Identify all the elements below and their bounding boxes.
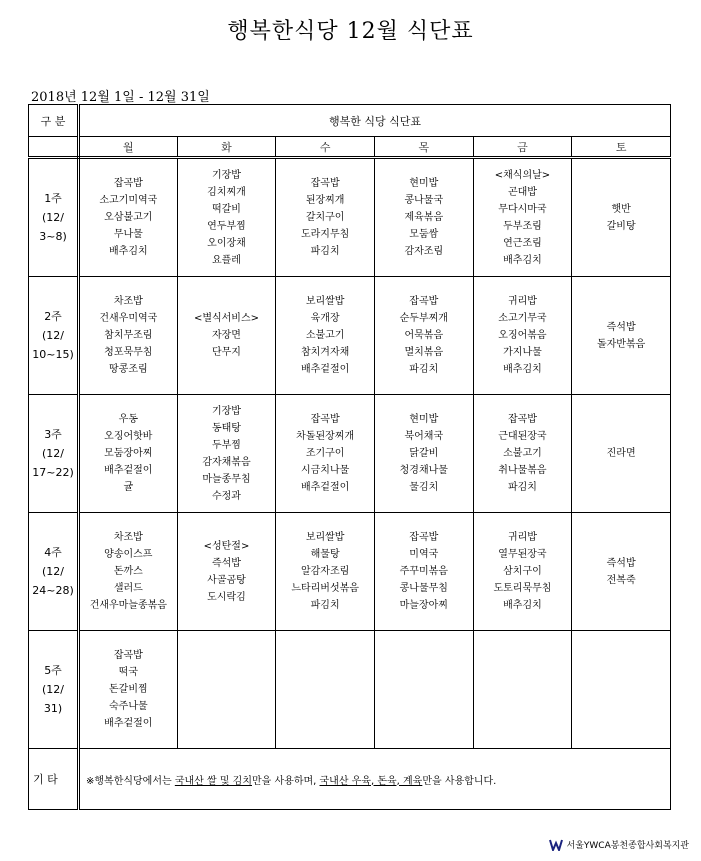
menu-item: 어묵볶음 [404,330,444,341]
menu-item: 갈치구이 [305,212,345,223]
menu-item: 근대된장국 [498,431,547,442]
menu-item: 잡곡밥 [310,178,340,189]
menu-item: 청경채나물 [399,465,448,476]
note-label: 기 타 [29,749,79,810]
menu-item: 파김치 [310,600,340,611]
menu-cell [374,631,473,749]
menu-item: 보리쌀밥 [305,532,345,543]
footer [549,838,689,851]
menu-item: 해물탕 [310,549,340,560]
menu-item: 배추김치 [503,364,542,375]
menu-item: 도토리묵무침 [493,583,552,594]
menu-item: 돈갈비찜 [109,684,148,695]
menu-cell [177,277,276,395]
table-title: 행복한 식당 식단표 [79,105,671,137]
menu-item: 배추겉절이 [300,482,350,493]
menu-cell [473,513,572,631]
menu-item: 귤 [123,482,134,493]
menu-item: 땅콩조림 [109,364,148,375]
menu-item: 돌자반볶음 [596,338,646,350]
menu-item: 배추겉절이 [104,718,153,729]
menu-item: 소불고기 [503,448,542,459]
menu-item: 북어채국 [404,431,444,442]
menu-item: 삼치구이 [503,566,542,577]
menu-item: 김치찌개 [207,186,246,198]
menu-item: 갈비탕 [606,220,636,232]
menu-item: 자장면 [211,330,241,341]
menu-item: 차조밥 [113,532,143,543]
week-label: 5주 (12/ 31) [29,631,79,749]
page-title: 행복한식당 12월 식단표 [227,19,474,44]
day-header: 목 [374,137,473,158]
week-row [29,277,671,395]
menu-item: 감자채볶음 [202,456,251,468]
menu-item: 파김치 [310,246,340,257]
menu-period: 2018년 12월 1일 - 12월 31일 [31,90,210,105]
menu-item: 소고기무국 [498,313,547,324]
menu-cell [177,158,276,277]
menu-cell [79,277,178,395]
day-header: 금 [473,137,572,158]
menu-item: 된장찌개 [305,195,345,206]
menu-item: 잡곡밥 [113,650,143,661]
menu-item: 두부찜 [211,439,241,451]
menu-item: 무나물 [113,229,143,240]
menu-cell [79,631,178,749]
menu-item: 제육볶음 [404,212,444,223]
week-label: 1주 (12/ 3~8) [29,158,79,277]
menu-item: 무다시마국 [498,203,547,215]
menu-table [28,104,671,810]
menu-item: 알감자조림 [300,566,350,577]
menu-item: 요플레 [211,254,241,266]
menu-item: 도라지무침 [300,229,350,240]
menu-item: 오징어핫바 [104,431,153,442]
menu-cell [572,395,671,513]
menu-item: 기장밥 [211,169,241,181]
menu-item: <별식서비스> [193,313,260,324]
menu-item: 연근조림 [503,237,542,249]
menu-item: 오징어볶음 [498,330,547,341]
menu-item: 연두부찜 [207,220,246,232]
day-header-blank [29,137,79,158]
menu-item: 잡곡밥 [507,414,537,425]
week-row [29,395,671,513]
menu-item: 즉석밥 [606,557,636,569]
week-row [29,158,671,277]
menu-item: 도시락김 [207,591,246,603]
day-header: 수 [276,137,375,158]
week-label: 2주 (12/ 10~15) [29,277,79,395]
org-name: 서울YWCA봉천종합사회복지관 [566,841,689,851]
menu-cell [79,395,178,513]
menu-cell [177,631,276,749]
menu-cell [276,277,375,395]
menu-item: 배추김치 [109,246,148,257]
menu-cell [572,513,671,631]
menu-item: <성탄절> [203,540,250,552]
menu-item: 즉석밥 [211,557,241,569]
menu-item: 곤대밥 [507,186,537,198]
menu-cell [79,513,178,631]
menu-cell [177,513,276,631]
menu-item: 건새우마늘종볶음 [89,600,167,611]
menu-item: 양송이스프 [104,549,153,560]
menu-item: 주꾸미볶음 [399,566,448,577]
menu-item: 닭갈비 [409,448,439,459]
menu-item: 기장밥 [211,405,241,417]
menu-cell [374,395,473,513]
menu-item: 보리쌀밥 [305,296,345,307]
menu-item: 마늘종무침 [202,473,251,485]
menu-cell [473,631,572,749]
menu-item: 배추겉절이 [300,364,350,375]
menu-cell [276,158,375,277]
note-text: ※행복한식당에서는 국내산 쌀 및 김치만을 사용하며, 국내산 우육, 돈육, 계육만을 사용합니다. [79,749,671,810]
day-header: 화 [177,137,276,158]
menu-item: 진라면 [606,448,636,459]
menu-item: 파김치 [409,364,439,375]
menu-item: 샐러드 [113,583,143,594]
menu-item: 차돌된장찌개 [296,431,355,442]
menu-item: 조기구이 [305,448,345,459]
menu-item: 사골곰탕 [207,574,246,586]
menu-item: 배추김치 [503,254,542,266]
menu-item: 마늘장아찌 [399,600,448,611]
menu-item: 우동 [118,414,138,425]
menu-item: 수정과 [211,490,241,502]
menu-item: 차조밥 [113,296,143,307]
menu-item: 참치무조림 [104,330,153,341]
menu-cell [276,631,375,749]
menu-item: 느타리버섯볶음 [291,583,359,594]
menu-item: 숙주나물 [109,701,148,712]
week-label: 3주 (12/ 17~22) [29,395,79,513]
menu-item: 청포묵무침 [104,347,153,358]
menu-item: 물김치 [409,482,439,493]
menu-item: 배추겉절이 [104,465,153,476]
menu-item: 전복죽 [606,574,636,586]
menu-item: 단무지 [211,347,241,358]
menu-item: 잡곡밥 [310,414,340,425]
menu-item: 떡국 [118,667,138,678]
menu-cell [79,158,178,277]
menu-item: 콩나물무침 [399,583,448,594]
menu-item: 모둠장아찌 [104,448,153,459]
menu-cell [374,513,473,631]
menu-cell [177,395,276,513]
menu-item: 콩나물국 [404,195,444,206]
menu-item: 시금치나물 [300,465,350,476]
menu-item: 동태탕 [211,422,241,434]
ywca-logo-icon [549,839,563,851]
menu-item: 소불고기 [305,330,345,341]
menu-item: 잡곡밥 [409,296,439,307]
menu-cell [276,513,375,631]
menu-item: 현미밥 [409,178,439,189]
menu-item: 햇반 [611,203,631,215]
gubun-header: 구 분 [29,105,79,137]
menu-item: <채식의날> [494,169,551,181]
menu-item: 오이장채 [207,237,246,249]
menu-item: 취나물볶음 [498,465,547,476]
menu-item: 순두부찌개 [399,313,448,324]
menu-item: 잡곡밥 [409,532,439,543]
menu-cell [374,158,473,277]
menu-item: 배추김치 [503,600,542,611]
menu-cell [473,395,572,513]
menu-item: 소고기미역국 [99,195,158,206]
menu-item: 파김치 [507,482,537,493]
menu-item: 건새우미역국 [99,313,158,324]
menu-cell [572,277,671,395]
menu-item: 미역국 [409,549,439,560]
week-row [29,513,671,631]
menu-item: 모둠쌈 [409,229,439,240]
menu-item: 두부조림 [503,220,542,232]
menu-cell [473,277,572,395]
menu-cell [572,631,671,749]
menu-cell [374,277,473,395]
day-header: 월 [79,137,178,158]
menu-item: 귀리밥 [507,532,537,543]
menu-item: 귀리밥 [507,296,537,307]
menu-item: 잡곡밥 [113,178,143,189]
menu-item: 열무된장국 [498,549,547,560]
menu-item: 감자조림 [404,246,444,257]
menu-item: 돈까스 [113,566,143,577]
day-header: 토 [572,137,671,158]
menu-cell [276,395,375,513]
menu-item: 참치겨자채 [300,347,350,358]
menu-item: 오삼불고기 [104,212,153,223]
menu-cell [572,158,671,277]
menu-item: 즉석밥 [606,321,636,333]
menu-item: 육개장 [310,313,340,324]
menu-item: 현미밥 [409,414,439,425]
week-label: 4주 (12/ 24~28) [29,513,79,631]
menu-item: 떡갈비 [211,203,241,215]
menu-item: 가지나물 [503,347,542,358]
menu-item: 멸치볶음 [404,347,444,358]
week-row [29,631,671,749]
menu-cell [473,158,572,277]
